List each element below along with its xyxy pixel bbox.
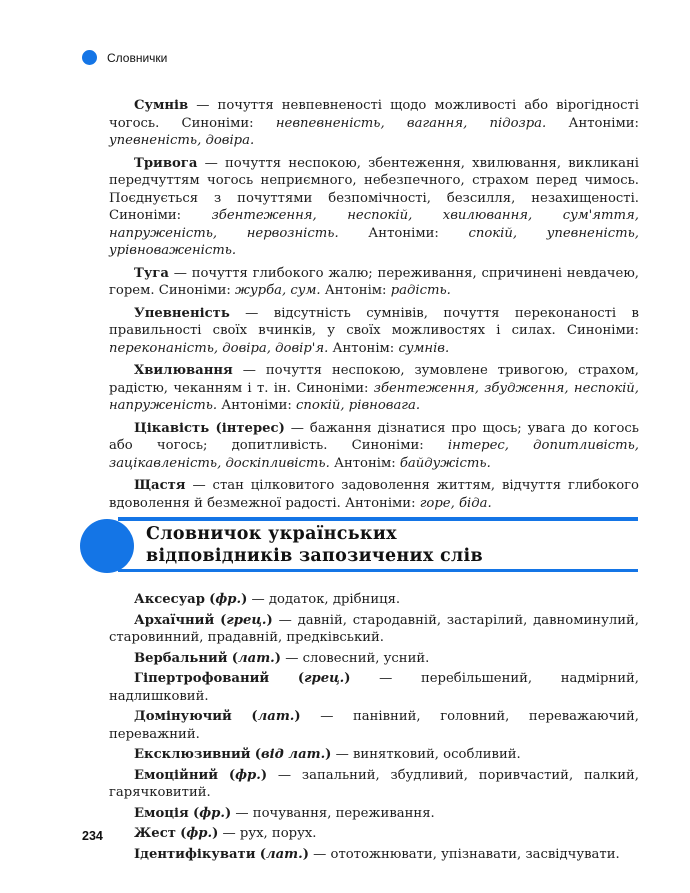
glossary-entry: Гіпертрофований (грец.) — перебільшений, надмірний, надлишковий. bbox=[109, 671, 639, 704]
section-title bbox=[146, 523, 483, 567]
heading-circle-icon bbox=[80, 519, 134, 573]
heading-top-rule bbox=[118, 517, 638, 521]
entry-origin: грец. bbox=[226, 612, 267, 628]
entry-antonyms: спокій, упевненість, урівноваженість. bbox=[109, 225, 639, 258]
entry-antonyms: спокій, рівновага. bbox=[296, 398, 421, 413]
entry-term: Туга bbox=[134, 265, 169, 281]
entry-term: Цікавість (інтерес) bbox=[134, 420, 285, 436]
entry-term: Домінуючий bbox=[134, 709, 232, 724]
glossary-entry: Вербальний (лат.) — словесний, усний. bbox=[134, 650, 430, 666]
entry-origin: від лат. bbox=[260, 747, 326, 762]
entry-synonyms: збентеження, неспокій, хвилювання, сум'яття, напруженість, нервозність. bbox=[109, 208, 639, 241]
entry-term: Тривога bbox=[134, 155, 198, 171]
glossary-entry: Архаїчний (грец.) — давній, стародавній, застарілий, давноминулий, старовинний, прадавній, предківський. bbox=[109, 612, 639, 645]
entry-definition: — ототожнювати, упізнавати, засвідчувати. bbox=[308, 846, 620, 862]
feelings-glossary bbox=[109, 97, 639, 517]
entry-term: Архаїчний bbox=[134, 612, 215, 628]
glossary-entry: Ідентифікувати (лат.) — ототожнювати, упізнавати, засвідчувати. bbox=[134, 846, 620, 862]
entry-antonym-label: Антонім: bbox=[320, 283, 391, 298]
entry-term: Упевненість bbox=[134, 305, 230, 321]
glossary-entry bbox=[109, 362, 639, 415]
entry-term: Емоція bbox=[134, 805, 189, 821]
entry-definition: — почуття неспокою, збентеження, хвилювання, викликані передчуттям чогось неприємного, небезпечного, страхом перед чимось. Поєднується з почуттями безпомічності, безсилля, незахищеності. Синоніми: bbox=[109, 155, 639, 223]
entry-antonym-label: Антоніми: bbox=[217, 398, 297, 413]
entry-origin: грец. bbox=[304, 671, 345, 686]
section-heading bbox=[80, 517, 638, 575]
entry-term: Вербальний bbox=[134, 650, 228, 666]
entry-origin: лат. bbox=[257, 709, 295, 724]
entry-antonym-label: Антоніми: bbox=[338, 225, 469, 241]
page-number: 234 bbox=[82, 829, 103, 843]
heading-bottom-rule bbox=[118, 569, 638, 572]
entry-term: Хвилювання bbox=[134, 363, 233, 378]
glossary-entry: Аксесуар (фр.) — додаток, дрібниця. bbox=[134, 592, 401, 607]
glossary-entry bbox=[109, 420, 639, 473]
glossary-entry bbox=[109, 155, 639, 260]
glossary-entry bbox=[109, 265, 639, 300]
entry-definition: — додаток, дрібниця. bbox=[247, 592, 401, 607]
entry-definition: — почуття неспокою, зумовлене тривогою, страхом, радістю, чеканням і т. ін. Синоніми: bbox=[109, 363, 639, 396]
section-title-line-2: відповідників запозичених слів bbox=[146, 546, 483, 566]
entry-term: Жест bbox=[134, 826, 176, 841]
entry-synonyms: інтерес, допитливість, зацікавленість, доскіпливість. bbox=[109, 438, 639, 471]
entry-synonyms: збентеження, збудження, неспокій, напруженість. bbox=[109, 380, 639, 413]
glossary-entry: Ексклюзивний (від лат.) — винятковий, особливий. bbox=[134, 747, 521, 762]
entry-antonym-label: Антонім: bbox=[329, 455, 400, 471]
entry-synonyms: переконаність, довіра, довір'я. bbox=[109, 340, 329, 356]
glossary-entry: Жест (фр.) — рух, порух. bbox=[134, 826, 317, 841]
entry-antonym-label: Антоніми: bbox=[546, 115, 639, 131]
page-header bbox=[82, 50, 167, 65]
entry-definition: — запальний, збудливий, поривчастий, палкий, гарячковитий. bbox=[109, 767, 639, 800]
entry-definition: — рух, порух. bbox=[218, 826, 317, 841]
entry-term: Емоційний bbox=[134, 767, 219, 783]
entry-antonym-label: Антонім: bbox=[328, 340, 399, 356]
entry-term: Гіпертрофований bbox=[134, 671, 270, 686]
glossary-entry: Емоція (фр.) — почування, переживання. bbox=[134, 805, 435, 821]
glossary-entry bbox=[109, 97, 639, 150]
entry-antonyms: радість. bbox=[390, 283, 451, 298]
loanword-glossary bbox=[109, 591, 639, 866]
entry-definition: — винятковий, особливий. bbox=[331, 747, 521, 762]
entry-definition: — почуття невпевненості щодо можливості або вірогідності чогось. Синоніми: bbox=[109, 98, 639, 131]
entry-antonyms: горе, біда. bbox=[419, 495, 492, 511]
entry-definition: — стан цілковитого задоволення життям, відчуття глибокого вдоволення й безмежної радості. Антоніми: bbox=[109, 478, 639, 511]
entry-term: Ексклюзивний bbox=[134, 747, 251, 762]
section-label: Словнички bbox=[107, 50, 168, 65]
entry-antonyms: упевненість, довіра. bbox=[109, 133, 255, 148]
entry-definition: — почування, переживання. bbox=[231, 805, 435, 821]
entry-definition: — панівний, головний, переважаючий, переважний. bbox=[109, 709, 639, 742]
entry-antonyms: байдужість. bbox=[399, 455, 491, 471]
entry-definition: — бажання дізнатися про щось; увага до когось або чогось; допитливість. Синоніми: bbox=[109, 420, 639, 453]
entry-definition: — почуття глибокого жалю; переживання, спричинені невдачею, горем. Синоніми: bbox=[109, 265, 639, 298]
entry-origin: фр. bbox=[199, 805, 225, 821]
entry-origin: фр. bbox=[215, 592, 242, 607]
entry-origin: лат. bbox=[238, 650, 275, 666]
entry-definition: — словесний, усний. bbox=[281, 650, 430, 666]
glossary-entry: Емоційний (фр.) — запальний, збудливий, поривчастий, палкий, гарячковитий. bbox=[109, 767, 639, 800]
entry-definition: — відсутність сумнівів, почуття переконаності в правильності своїх вчинків, у своїх можливостях і силах. Синоніми: bbox=[109, 305, 639, 338]
entry-definition: — давній, стародавній, застарілий, давноминулий, старовинний, прадавній, предківський. bbox=[109, 612, 639, 645]
entry-definition: — перебільшений, надмірний, надлишковий. bbox=[109, 671, 639, 704]
section-title-line-1: Словничок українських bbox=[146, 524, 397, 544]
entry-synonyms: невпевненість, вагання, підозра. bbox=[275, 115, 547, 131]
entry-term: Сумнів bbox=[134, 98, 189, 113]
entry-synonyms: журба, сум. bbox=[235, 283, 321, 298]
glossary-entry: Домінуючий (лат.) — панівний, головний, переважаючий, переважний. bbox=[109, 709, 639, 742]
entry-term: Ідентифікувати bbox=[134, 846, 256, 862]
entry-origin: лат. bbox=[265, 846, 303, 862]
entry-antonyms: сумнів. bbox=[398, 340, 450, 356]
entry-term: Щастя bbox=[134, 478, 186, 493]
glossary-entry bbox=[109, 305, 639, 358]
entry-term: Аксесуар bbox=[134, 592, 205, 607]
entry-origin: фр. bbox=[186, 826, 213, 841]
entry-origin: фр. bbox=[235, 767, 261, 783]
glossary-entry bbox=[109, 477, 639, 512]
section-bullet-icon bbox=[82, 50, 97, 65]
